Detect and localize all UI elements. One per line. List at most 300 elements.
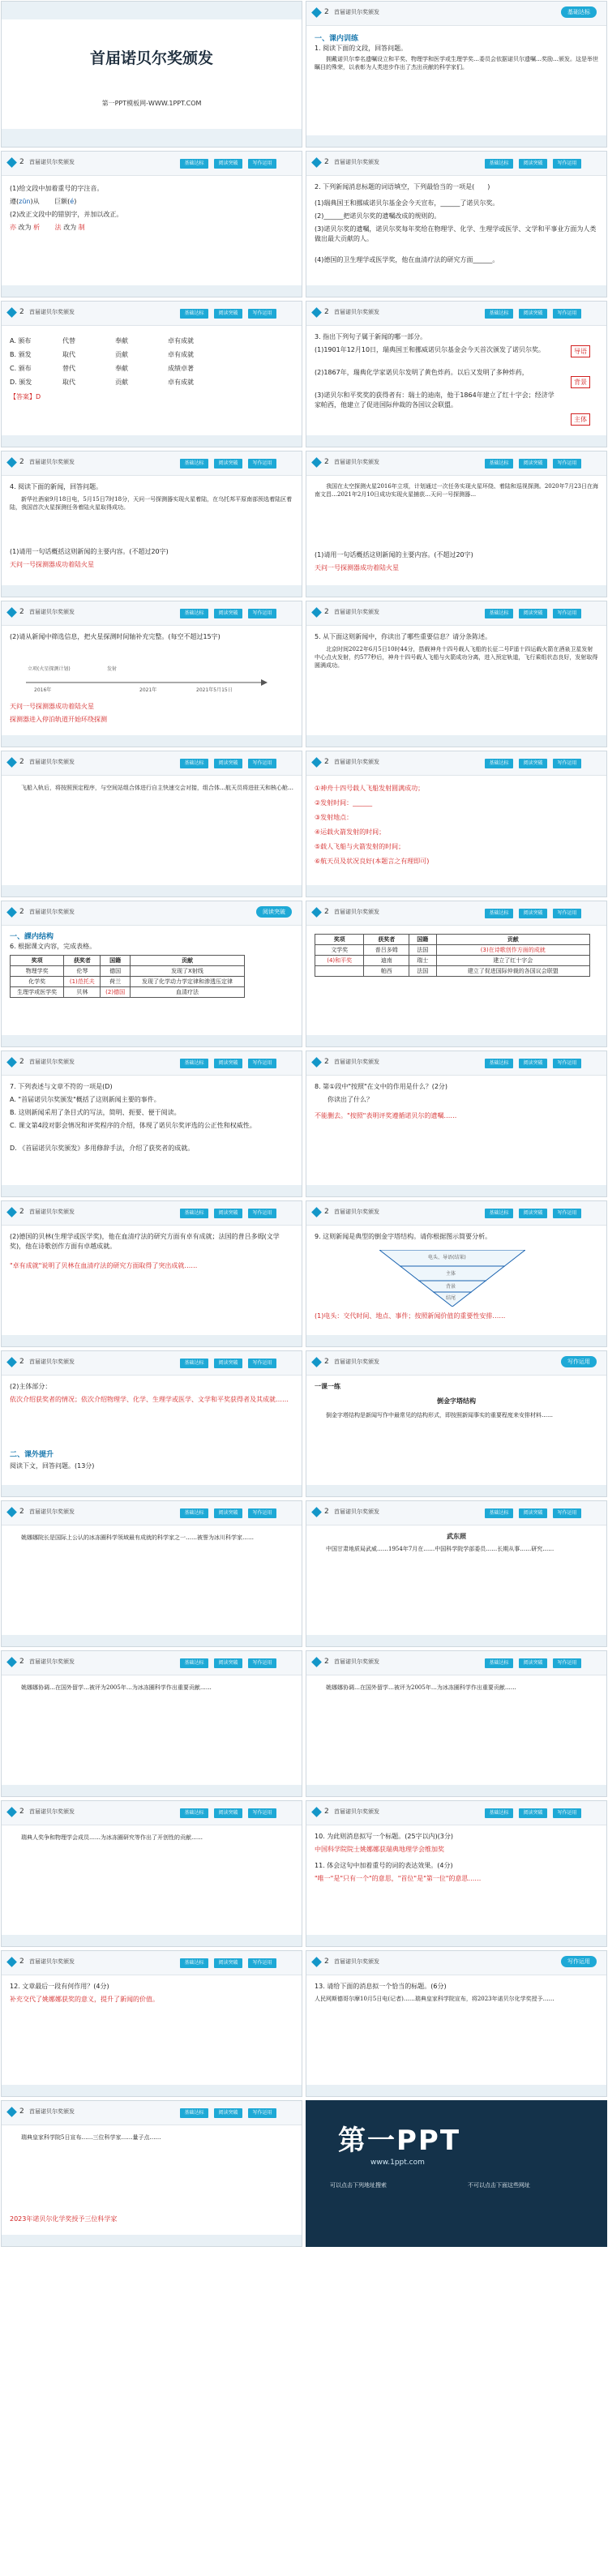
slide-20[interactable] — [306, 1350, 607, 1497]
slide-footer — [306, 1785, 606, 1796]
table-header: 贡献 — [436, 935, 589, 945]
tab-basic[interactable]: 基础达标 — [180, 1808, 208, 1818]
table-cell: 文学奖 — [315, 945, 364, 956]
slide-14[interactable] — [306, 901, 607, 1047]
table-cell: 化学奖 — [11, 977, 64, 987]
header-title: 首届诺贝尔奖颁发 — [29, 609, 75, 615]
slide-cover[interactable] — [1, 1, 302, 148]
tab-basic[interactable]: 基础达标 — [180, 1958, 208, 1968]
tab-writing[interactable]: 写作运用 — [248, 1359, 276, 1368]
question-text: 8. 第①段中"按照"在文中的作用是什么？(2分) — [315, 1083, 448, 1090]
tab-writing[interactable]: 写作运用 — [248, 1808, 276, 1818]
slide-header — [2, 1951, 302, 1975]
answer-5: ⑤载人飞船与火箭发射的时间； — [315, 843, 405, 850]
link-column-1: 可以点击下列地址搜索 — [330, 2182, 387, 2189]
slide-number: 2 — [19, 2107, 24, 2116]
cover-title: 首届诺贝尔奖颁发 — [89, 49, 213, 67]
tab-writing[interactable]: 写作运用 — [553, 609, 581, 618]
passage-text: 北京时间2022年6月5日10时44分，搭载神舟十四号载人飞船的长征二号F遥十四运载火箭在酒泉卫星发射中心点火发射，约577秒后，神舟十四号载人飞船与火箭成功分离，进入预定轨道，飞行乘组状态良好，发射取得圆满成功。 — [315, 646, 598, 670]
slide-28[interactable] — [306, 1950, 607, 2097]
diamond-icon — [6, 157, 17, 168]
slide-3[interactable] — [1, 151, 302, 297]
header-title: 首届诺贝尔奖颁发 — [29, 1958, 75, 1965]
tab-basic[interactable]: 基础达标 — [485, 1508, 513, 1518]
passage-text: 人民网斯德哥尔摩10月5日电(记者)……瑞典皇家科学院宣布，将2023年诺贝尔化学奖授予…… — [315, 1996, 554, 2002]
wrong-char-2: 法 — [54, 224, 62, 231]
question-text: 4. 阅读下面的新闻，回答问题。 — [10, 483, 103, 490]
tab-writing[interactable]: 写作运用 — [553, 909, 581, 918]
table-row — [11, 987, 245, 998]
slide-26[interactable] — [306, 1800, 607, 1947]
table-row — [315, 956, 590, 966]
slide-footer — [306, 435, 606, 447]
slide-number: 2 — [19, 1058, 24, 1066]
tab-writing[interactable]: 写作运用 — [553, 1808, 581, 1818]
change-label-2: 改为 — [63, 224, 77, 231]
slide-header — [2, 451, 302, 476]
answer-1: ①神舟十四号载人飞船发射圆满成功； — [315, 785, 425, 792]
tab-reading[interactable]: 阅读突破 — [519, 309, 547, 319]
tab-basic[interactable]: 基础达标 — [180, 159, 208, 169]
header-title: 首届诺贝尔奖颁发 — [29, 1209, 75, 1215]
table-cell: 帕西 — [364, 966, 409, 977]
slide-15[interactable] — [1, 1051, 302, 1197]
tab-reading[interactable]: 阅读突破 — [214, 1209, 242, 1218]
question-text: 13. 请给下面的消息拟一个恰当的标题。(6分) — [315, 1983, 447, 1990]
slide-13[interactable] — [1, 901, 302, 1047]
tab-basic[interactable]: 基础达标 — [180, 459, 208, 469]
option-cell: 卓有成就 — [168, 351, 194, 358]
tab-basic[interactable]: 基础达标 — [180, 1508, 208, 1518]
slide-header — [306, 1801, 606, 1825]
timeline-label-2: 发射 — [107, 666, 118, 672]
answer-1: 天问一号探测器成功着陆火星 — [10, 703, 94, 710]
table-header: 获奖者 — [364, 935, 409, 945]
option-cell: D. 颁发 — [10, 379, 32, 386]
answer-text: 2023年诺贝尔化学奖授予三位科学家 — [10, 2215, 118, 2223]
table-header: 贡献 — [130, 956, 244, 966]
option-cell: 贡献 — [115, 351, 128, 358]
tab-reading[interactable]: 阅读突破 — [214, 1658, 242, 1668]
header-title: 首届诺贝尔奖颁发 — [334, 1209, 379, 1215]
diamond-icon — [311, 1507, 322, 1517]
table-cell-answer: (4)和平奖 — [315, 956, 364, 966]
tab-basic[interactable]: 基础达标 — [485, 159, 513, 169]
tab-reading[interactable]: 阅读突破 — [519, 1508, 547, 1518]
table-cell: 法国 — [409, 966, 436, 977]
tab-writing[interactable]: 写作运用 — [248, 609, 276, 618]
slide-27[interactable] — [1, 1950, 302, 2097]
item-1: (1)瑞典国王和挪威诺贝尔基金会今天宣布，______了诺贝尔奖。 — [315, 199, 499, 207]
slide-25[interactable] — [1, 1800, 302, 1947]
question-text: 12. 文章最后一段有何作用？(4分) — [10, 1983, 109, 1990]
tab-reading[interactable]: 阅读突破 — [519, 609, 547, 618]
tab-basic[interactable]: 基础达标 — [180, 1658, 208, 1668]
right-char-1: 析 — [33, 224, 41, 231]
table-cell — [315, 966, 364, 977]
bracket-close: ) — [74, 198, 77, 205]
tab-basic[interactable]: 基础达标 — [485, 909, 513, 918]
diamond-icon — [311, 1957, 322, 1967]
slide-footer — [306, 285, 606, 297]
answer-text: (1)电头：交代时间、地点、事件；按照新闻价值的重要性安排…… — [315, 1312, 506, 1320]
table-cell: 伦琴 — [64, 966, 101, 977]
tab-basic[interactable]: 基础达标 — [485, 1209, 513, 1218]
diamond-icon — [6, 1507, 17, 1517]
slide-number: 2 — [19, 1808, 24, 1816]
table-cell-answer: (1)范托夫 — [64, 977, 101, 987]
link-column-2: 不可以点击下面这些网址 — [468, 2182, 530, 2189]
slide-number: 2 — [324, 1508, 329, 1516]
timeline-date-1: 2016年 — [34, 687, 52, 693]
table-cell: 迪南 — [364, 956, 409, 966]
slide-header — [306, 302, 606, 326]
cover-band — [2, 2, 302, 19]
slide-2[interactable] — [306, 1, 607, 148]
answer-text: "卓有成就"说明了贝林在血清疗法的研究方面取得了突出成就…… — [10, 1262, 198, 1269]
award-table — [315, 934, 590, 977]
slide-4[interactable] — [306, 151, 607, 297]
table-cell: 生理学或医学奖 — [11, 987, 64, 998]
tab-basic[interactable]: 基础达标 — [485, 1059, 513, 1068]
diamond-icon — [6, 1807, 17, 1817]
slide-footer — [306, 585, 606, 597]
tab-basic[interactable]: 基础达标 — [180, 1209, 208, 1218]
tab-reading[interactable]: 阅读突破 — [519, 909, 547, 918]
sub-question: 你读出了什么？ — [315, 1096, 373, 1103]
tab-basic[interactable]: 基础达标 — [485, 309, 513, 319]
topic-heading: 倒金字塔结构 — [437, 1397, 476, 1405]
cover-subtitle: 第一PPT模板网-WWW.1PPT.COM — [101, 100, 202, 107]
table-cell: 法国 — [409, 945, 436, 956]
question-text-2: (2)改正文段中的错别字，并加以改正。 — [10, 211, 123, 218]
article-title: 武东照 — [447, 1533, 466, 1540]
slide-header — [2, 302, 302, 326]
slide-8[interactable] — [306, 451, 607, 597]
slide-number: 2 — [19, 908, 24, 916]
passage-text: 倒金字塔结构是新闻写作中最常见的结构形式，即按照新闻事实的重要程度来安排材料…… — [315, 1412, 553, 1419]
option-a[interactable]: A. "首届诺贝尔奖颁发"概括了这则新闻主要的事件。 — [10, 1096, 161, 1103]
slide-footer — [306, 735, 606, 747]
tab-basic[interactable]: 基础达标 — [485, 1658, 513, 1668]
option-cell: 取代 — [62, 351, 75, 358]
answer-box-3: 主体 — [571, 413, 590, 426]
tab-reading[interactable]: 阅读突破 — [214, 1359, 242, 1368]
tab-reading[interactable]: 阅读突破 — [519, 459, 547, 469]
slide-footer — [2, 585, 302, 597]
passage-text: 新华社酒泉9月18日电，5月15日7时18分，天问一号探测器实现火星着陆，在乌托邦平原南部预选着陆区着陆，我国首次火星探测任务着陆火星取得成功。 — [10, 496, 293, 511]
tab-writing[interactable]: 写作运用 — [248, 1508, 276, 1518]
tab-reading[interactable]: 阅读突破 — [214, 309, 242, 319]
slide-12[interactable] — [306, 751, 607, 897]
section-badge: 写作运用 — [561, 1356, 597, 1367]
section-heading: 一课一练 — [315, 1383, 340, 1390]
question-text: 1. 阅读下面的文段，回答问题。 — [315, 45, 408, 52]
question-text: (2)主体部分： — [10, 1383, 52, 1390]
instruction-text: 阅读下文，回答问题。(13分) — [10, 1462, 95, 1470]
option-row[interactable] — [10, 348, 253, 362]
table-cell: 物理学奖 — [11, 966, 64, 977]
tab-basic[interactable]: 基础达标 — [485, 759, 513, 768]
diamond-icon — [6, 1957, 17, 1967]
slide-number: 2 — [324, 1058, 329, 1066]
question-text: 2. 下列新闻消息标题的词语填空，下列最恰当的一项是( ) — [315, 183, 490, 190]
tab-basic[interactable]: 基础达标 — [180, 1059, 208, 1068]
header-title: 首届诺贝尔奖颁发 — [29, 1508, 75, 1515]
answer-text: 【答案】D — [10, 393, 41, 400]
item-3: (3)诺贝尔奖的遗嘱，诺贝尔奖每年奖给在物理学、化学、生理学或医学、文学和平事业方面为人类做出最大贡献的人。 — [315, 225, 597, 242]
category-title: 一、课内训练 — [315, 35, 359, 43]
option-cell: 替代 — [62, 365, 75, 372]
tab-writing[interactable]: 写作运用 — [248, 159, 276, 169]
tab-reading[interactable]: 阅读突破 — [214, 1958, 242, 1968]
table-cell: 瑞士 — [409, 956, 436, 966]
table-cell: 德国 — [101, 966, 131, 977]
slide-header — [306, 1051, 606, 1076]
tab-reading[interactable]: 阅读突破 — [519, 1808, 547, 1818]
table-header: 奖项 — [11, 956, 64, 966]
option-row[interactable] — [10, 375, 253, 389]
slide-number: 2 — [324, 1658, 329, 1666]
slide-16[interactable] — [306, 1051, 607, 1197]
slide-footer — [2, 885, 302, 896]
category-title: 一、課内结构 — [10, 933, 54, 941]
diamond-icon — [311, 907, 322, 918]
section-badge: 基础达标 — [561, 6, 597, 18]
tab-writing[interactable]: 写作运用 — [248, 309, 276, 319]
slide-header — [306, 751, 606, 776]
tab-reading[interactable]: 阅读突破 — [519, 159, 547, 169]
answer-text: 补充交代了姚娜娜获奖的意义，提升了新闻的价值。 — [10, 1996, 159, 2003]
slide-number: 2 — [324, 308, 329, 316]
sub-question: (1)请用一句话概括这则新闻的主要内容。(不超过20字) — [315, 551, 473, 558]
slide-number: 2 — [19, 458, 24, 466]
option-cell: 奉献 — [115, 365, 128, 372]
tab-reading[interactable]: 阅读突破 — [214, 2108, 242, 2118]
slide-header — [306, 152, 606, 176]
slide-5[interactable] — [1, 301, 302, 447]
diamond-icon — [6, 607, 17, 618]
slide-logo[interactable] — [306, 2100, 607, 2247]
passage-text: 姚娜娜协调…在国外留学…被评为2005年…为冰冻圈科学作出重要贡献…… — [10, 1684, 212, 1691]
table-cell: 发现了化学动力学定律和渗透压定律 — [130, 977, 244, 987]
header-title: 首届诺贝尔奖颁发 — [29, 1359, 75, 1365]
tab-writing[interactable]: 写作运用 — [248, 1658, 276, 1668]
tab-writing[interactable]: 写作运用 — [553, 459, 581, 469]
option-cell: 贡献 — [115, 379, 128, 386]
slide-footer — [306, 1185, 606, 1196]
tab-writing[interactable]: 写作运用 — [248, 1209, 276, 1218]
tab-basic[interactable]: 基础达标 — [485, 459, 513, 469]
passage-text: 姚娜娜院长是国际上公认的冰冻圈科学领域最有成就的科学家之一……被誉为冰川科学家…… — [10, 1534, 254, 1541]
tab-writing[interactable]: 写作运用 — [553, 309, 581, 319]
slide-footer — [2, 285, 302, 297]
slide-footer — [306, 1935, 606, 1946]
option-cell: 取代 — [62, 379, 75, 386]
tab-writing[interactable]: 写作运用 — [553, 1508, 581, 1518]
passage-text: 中国甘肃地质局武威……1954年7月在……中国科学院学部委员……长期从事……研究…… — [315, 1546, 554, 1552]
slide-number: 2 — [324, 1808, 329, 1816]
pyramid-label-2: 主体 — [446, 1271, 456, 1277]
answer-3: ③发射地点： — [315, 814, 353, 821]
table-header: 国籍 — [409, 935, 436, 945]
table-row — [315, 945, 590, 956]
slide-9[interactable] — [1, 601, 302, 747]
table-cell-answer: (2)德国 — [101, 987, 131, 998]
slide-footer — [306, 1035, 606, 1046]
tab-basic[interactable]: 基础达标 — [180, 2108, 208, 2118]
slide-header — [306, 901, 606, 926]
tab-reading[interactable]: 阅读突破 — [214, 1508, 242, 1518]
header-title: 首届诺贝尔奖颁发 — [334, 909, 379, 915]
pinyin-answer-1: zūn — [19, 198, 31, 205]
tab-writing[interactable]: 写作运用 — [248, 459, 276, 469]
tab-writing[interactable]: 写作运用 — [248, 1958, 276, 1968]
slide-header — [306, 601, 606, 626]
option-row[interactable] — [10, 334, 253, 348]
slide-6[interactable] — [306, 301, 607, 447]
option-cell: 卓有成就 — [168, 379, 194, 386]
slide-footer — [306, 1335, 606, 1346]
slide-number: 2 — [324, 8, 329, 16]
slide-footer — [2, 435, 302, 447]
award-table — [10, 955, 245, 998]
header-title: 首届诺贝尔奖颁发 — [334, 1658, 379, 1665]
option-b[interactable]: B. 这则新闻采用了条目式的写法，简明、扼要、便于阅读。 — [10, 1109, 181, 1116]
slide-10[interactable] — [306, 601, 607, 747]
slide-24[interactable] — [306, 1650, 607, 1797]
header-title: 首届诺贝尔奖颁发 — [29, 309, 75, 315]
slide-21[interactable] — [306, 1500, 607, 1647]
option-cell: 成绩卓著 — [168, 365, 194, 372]
tab-reading[interactable]: 阅读突破 — [519, 1209, 547, 1218]
tab-writing[interactable]: 写作运用 — [553, 759, 581, 768]
tab-reading[interactable]: 阅读突破 — [214, 1059, 242, 1068]
option-d[interactable]: D. 《首届诺贝尔奖颁发》多用修辞手法，介绍了获奖者的成就。 — [10, 1145, 195, 1152]
option-cell: 卓有成就 — [168, 337, 194, 344]
slide-number: 2 — [19, 1208, 24, 1216]
question-text: 9. 这则新闻是典型的倒金字塔结构。请你根据图示简要分析。 — [315, 1233, 492, 1240]
header-title: 首届诺贝尔奖颁发 — [29, 1808, 75, 1815]
header-title: 首届诺贝尔奖颁发 — [29, 459, 75, 465]
tab-basic[interactable]: 基础达标 — [180, 759, 208, 768]
passage-text: 瑞典人奖争和物理学会成员……为冰冻圈研究等作出了开创性的贡献…… — [10, 1834, 203, 1841]
answer-2: ②发射时间：______ — [315, 799, 373, 807]
tab-reading[interactable]: 阅读突破 — [214, 159, 242, 169]
slide-header — [2, 2101, 302, 2125]
section-badge: 阅读突破 — [256, 906, 292, 918]
slide-footer — [306, 2085, 606, 2096]
slide-23[interactable] — [1, 1650, 302, 1797]
diamond-icon — [6, 457, 17, 468]
passage-text: 拥戴诺贝尔奉名遗嘱设立和平奖、物理学和医学或生理学奖…委员会依据诺贝尔遗嘱…奖励…颁发。这是举世瞩目的殊荣，以表彰为人类进步作出了杰出贡献的科学家们。 — [315, 56, 598, 71]
tab-writing[interactable]: 写作运用 — [248, 1059, 276, 1068]
option-row[interactable] — [10, 362, 253, 375]
slide-number: 2 — [19, 1508, 24, 1516]
tab-basic[interactable]: 基础达标 — [485, 609, 513, 618]
slide-header — [306, 451, 606, 476]
tab-basic[interactable]: 基础达标 — [180, 609, 208, 618]
diamond-icon — [311, 1057, 322, 1068]
tab-writing[interactable]: 写作运用 — [553, 1059, 581, 1068]
slide-header — [2, 601, 302, 626]
tab-basic[interactable]: 基础达标 — [485, 1808, 513, 1818]
slide-footer — [2, 2235, 302, 2246]
slide-17[interactable] — [1, 1200, 302, 1347]
slide-footer — [2, 1335, 302, 1346]
timeline-date-2: 2021年 — [139, 687, 157, 693]
wrong-char-1: 亦 — [10, 224, 16, 231]
pyramid-label-1: 电头、导语(结果) — [428, 1255, 466, 1260]
diamond-icon — [311, 1657, 322, 1667]
diamond-icon — [6, 1057, 17, 1068]
right-char-2: 制 — [78, 224, 85, 231]
tab-writing[interactable]: 写作运用 — [553, 159, 581, 169]
tab-reading[interactable]: 阅读突破 — [519, 1059, 547, 1068]
pyramid-label-4: 结尾 — [446, 1295, 456, 1301]
tab-writing[interactable]: 写作运用 — [553, 1209, 581, 1218]
timeline-label-1: 立项(火星探测计划) — [28, 666, 71, 672]
slide-11[interactable] — [1, 751, 302, 897]
slide-number: 2 — [324, 1958, 329, 1966]
diamond-icon — [311, 757, 322, 768]
header-title: 首届诺贝尔奖颁发 — [334, 1808, 379, 1815]
tab-writing[interactable]: 写作运用 — [248, 759, 276, 768]
header-title: 首届诺贝尔奖颁发 — [334, 609, 379, 615]
diamond-icon — [6, 307, 17, 318]
slide-19[interactable] — [1, 1350, 302, 1497]
diamond-icon — [311, 157, 322, 168]
table-header: 奖项 — [315, 935, 364, 945]
pinyin-answer-2: é — [70, 198, 75, 205]
item-2: (2)______把诺贝尔奖的遗嘱改成的规则的。 — [315, 212, 441, 220]
slide-header — [2, 1801, 302, 1825]
slide-7[interactable] — [1, 451, 302, 597]
option-cell: C. 颁布 — [10, 365, 32, 372]
slide-number: 2 — [324, 1208, 329, 1216]
tab-reading[interactable]: 阅读突破 — [214, 459, 242, 469]
tab-reading[interactable]: 阅读突破 — [214, 1808, 242, 1818]
pyramid-label-3: 背景 — [446, 1284, 456, 1290]
slide-22[interactable] — [1, 1500, 302, 1647]
slide-18[interactable] — [306, 1200, 607, 1347]
diamond-icon — [6, 1657, 17, 1667]
tab-reading[interactable]: 阅读突破 — [519, 1658, 547, 1668]
tab-reading[interactable]: 阅读突破 — [519, 759, 547, 768]
tab-writing[interactable]: 写作运用 — [553, 1658, 581, 1668]
slide-number: 2 — [324, 458, 329, 466]
table-cell-answer: (3)在诗歌创作方面的成就 — [436, 945, 589, 956]
tab-reading[interactable]: 阅读突破 — [214, 609, 242, 618]
slide-footer — [2, 1635, 302, 1646]
tab-basic[interactable]: 基础达标 — [180, 1359, 208, 1368]
tab-basic[interactable]: 基础达标 — [180, 309, 208, 319]
slide-29[interactable] — [1, 2100, 302, 2247]
option-cell: 奉献 — [115, 337, 128, 344]
slide-footer — [2, 2085, 302, 2096]
diamond-icon — [311, 1357, 322, 1367]
diamond-icon — [311, 1207, 322, 1217]
passage-text: 姚娜娜协调…在国外留学…被评为2005年…为冰冻圈科学作出重要贡献…… — [315, 1684, 516, 1691]
slide-footer — [306, 885, 606, 896]
tab-reading[interactable]: 阅读突破 — [214, 759, 242, 768]
options-grid — [10, 334, 253, 389]
option-c[interactable]: C. 课文第4段对影会情况和评奖程序的介绍，体现了诺贝尔奖评选的公正性和权威性。 — [10, 1122, 256, 1129]
slide-number: 2 — [19, 758, 24, 766]
cover-bottom-band — [2, 129, 302, 147]
answer-text: 不能删去。"按照"表明评奖遵循诺贝尔的遗嘱…… — [315, 1112, 457, 1119]
tab-writing[interactable]: 写作运用 — [248, 2108, 276, 2118]
